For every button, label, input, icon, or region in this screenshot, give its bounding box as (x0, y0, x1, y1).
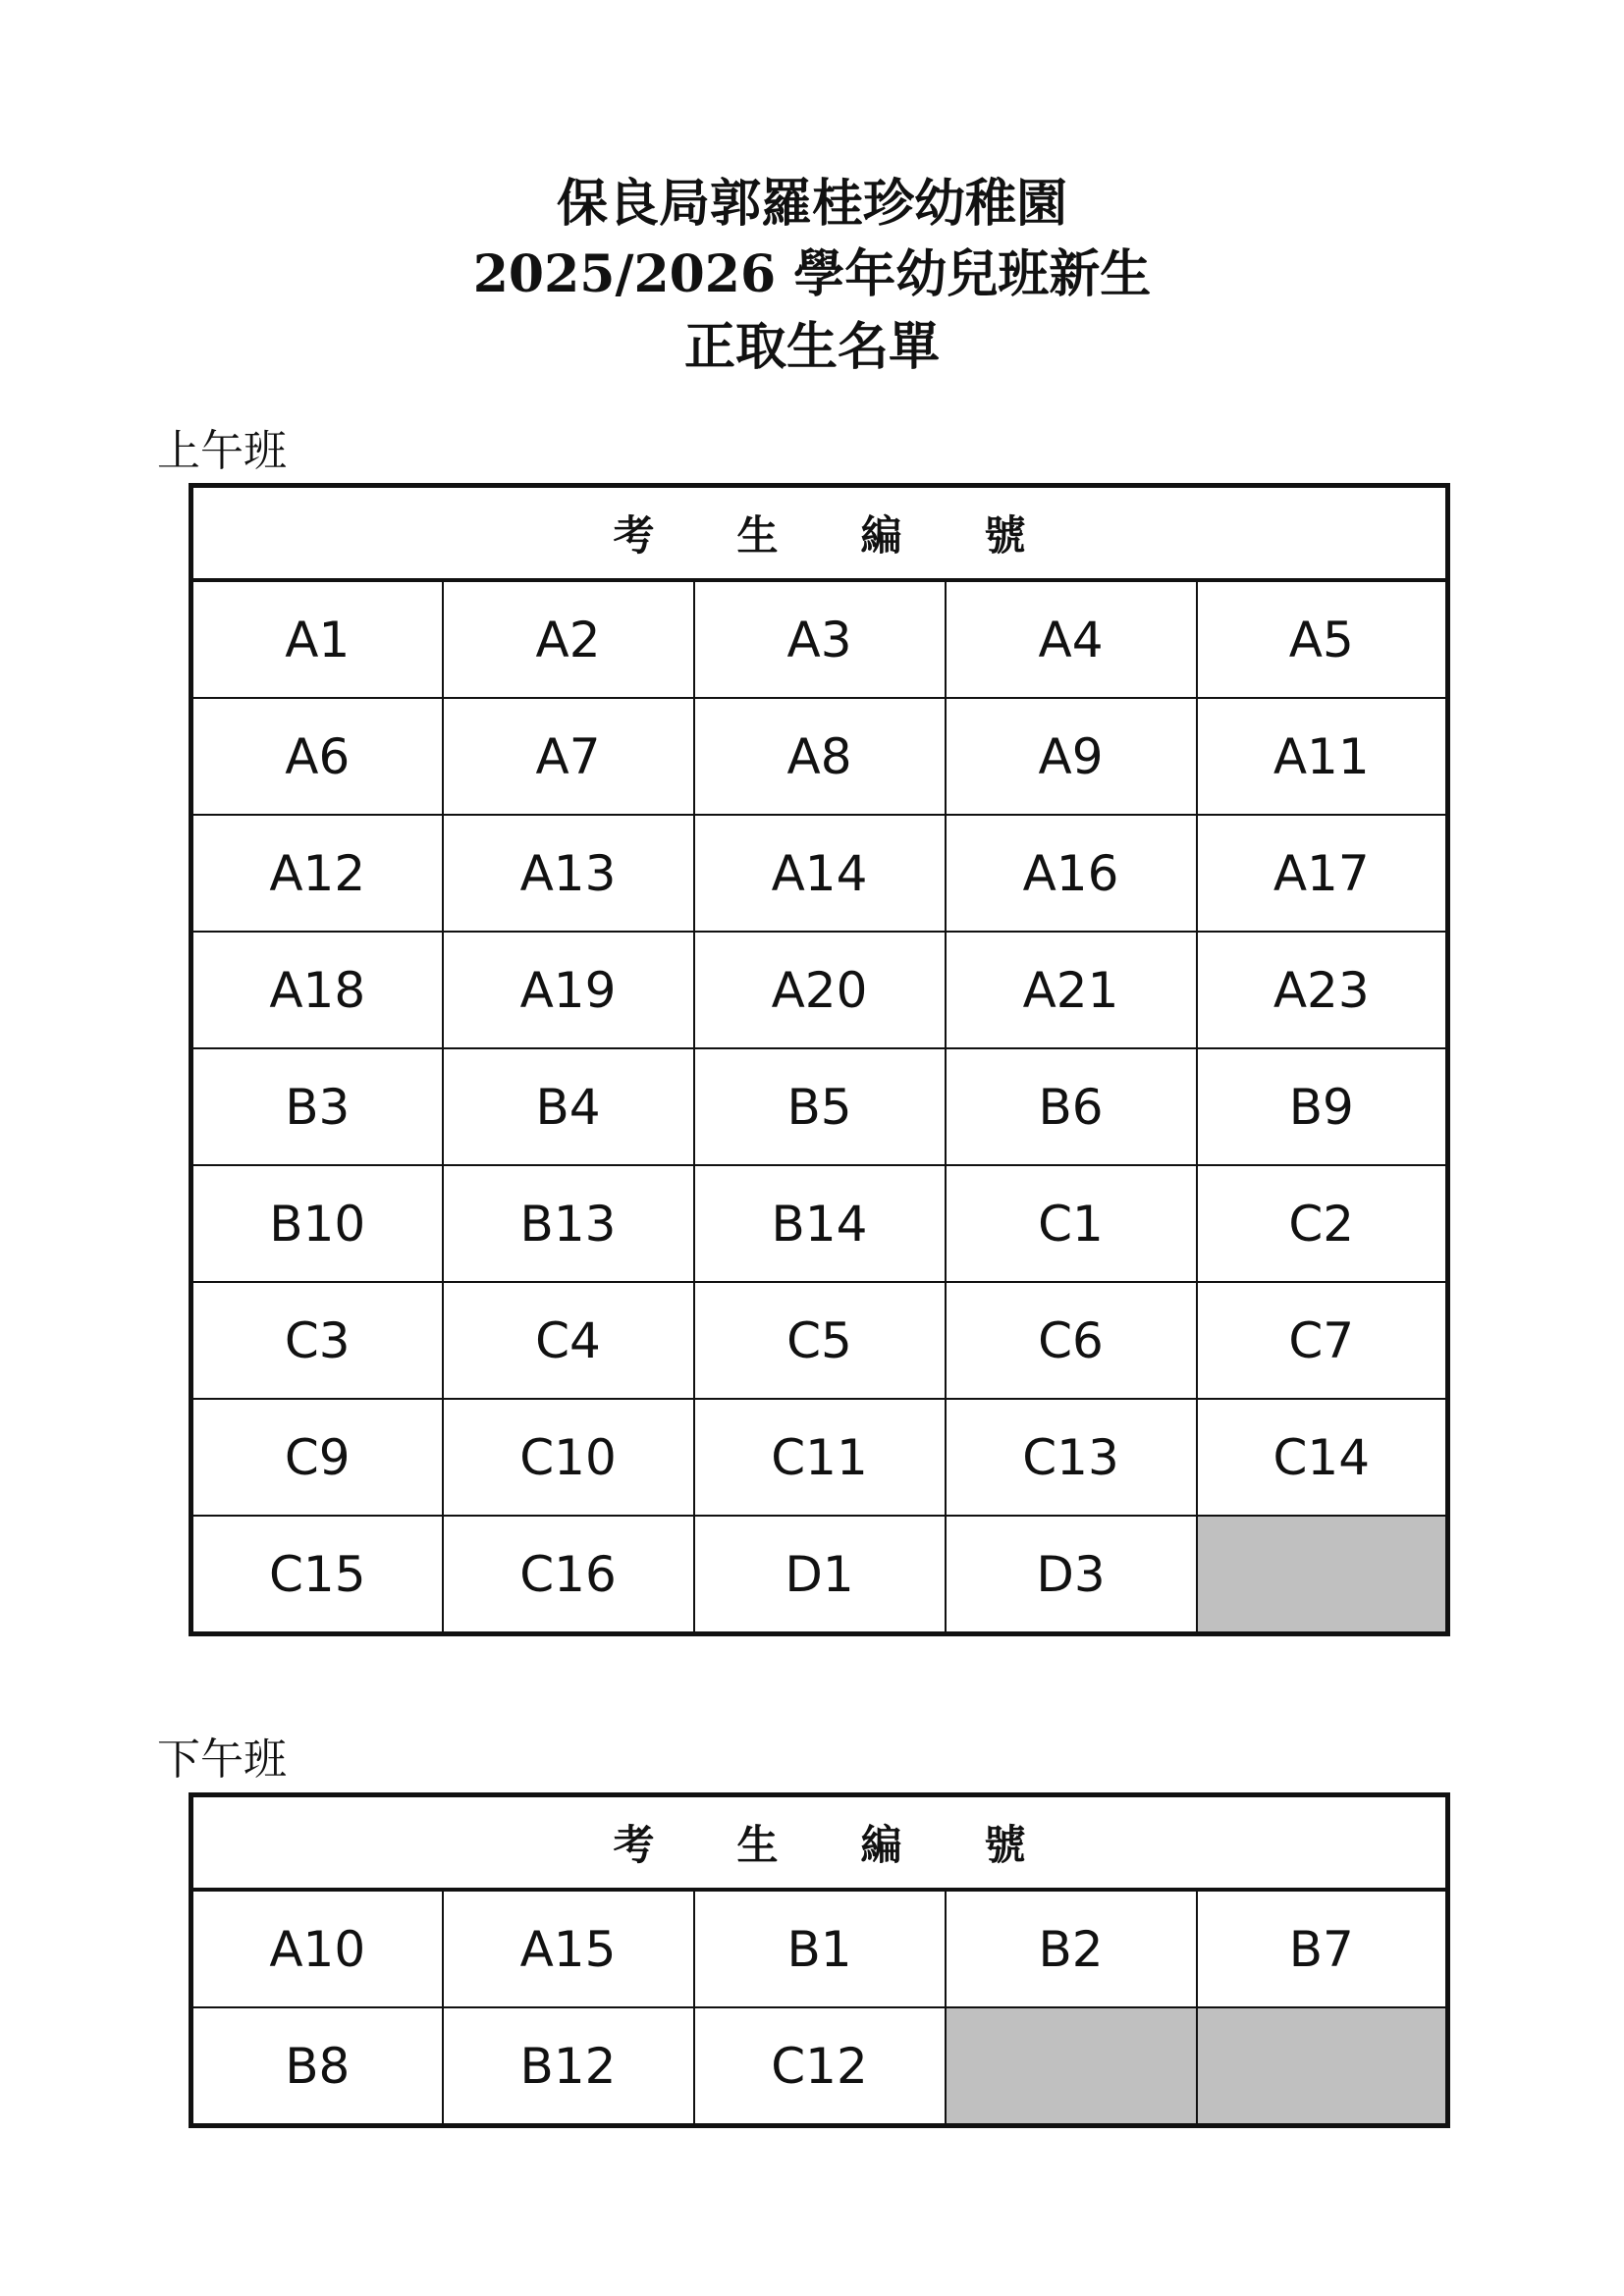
candidate-id-cell: C9 (191, 1399, 443, 1516)
candidate-id-cell: A18 (191, 932, 443, 1048)
table-row (191, 1282, 1448, 1399)
candidate-id-cell: A5 (1197, 580, 1448, 698)
table-row (191, 1399, 1448, 1516)
candidate-id-cell: A20 (694, 932, 946, 1048)
candidate-id-cell: A2 (443, 580, 694, 698)
candidate-id-cell: C13 (946, 1399, 1197, 1516)
empty-cell (1197, 1516, 1448, 1634)
candidate-id-cell: A23 (1197, 932, 1448, 1048)
candidate-id-cell: A14 (694, 815, 946, 932)
column-header: 考生編號 (191, 486, 1448, 581)
candidate-id-cell: B4 (443, 1048, 694, 1165)
candidate-id-cell: B9 (1197, 1048, 1448, 1165)
table-row (191, 1890, 1448, 2007)
morning-class-label: 上午班 (157, 426, 287, 476)
candidate-id-cell: A13 (443, 815, 694, 932)
table-header-row (191, 486, 1448, 581)
candidate-id-cell: A12 (191, 815, 443, 932)
candidate-id-cell: A4 (946, 580, 1197, 698)
candidate-id-cell: A21 (946, 932, 1197, 1048)
candidate-id-cell: D1 (694, 1516, 946, 1634)
empty-cell (946, 2007, 1197, 2126)
candidate-id-cell: C12 (694, 2007, 946, 2126)
candidate-id-cell: B7 (1197, 1890, 1448, 2007)
school-name: 保良局郭羅桂珍幼稚園 (556, 174, 1067, 234)
candidate-id-cell: A16 (946, 815, 1197, 932)
table-row (191, 815, 1448, 932)
candidate-id-cell: C2 (1197, 1165, 1448, 1282)
candidate-id-cell: C16 (443, 1516, 694, 1634)
candidate-id-cell: B14 (694, 1165, 946, 1282)
candidate-id-cell: A10 (191, 1890, 443, 2007)
afternoon-class-label: 下午班 (157, 1735, 287, 1785)
table-row (191, 2007, 1448, 2126)
candidate-id-cell: C6 (946, 1282, 1197, 1399)
candidate-id-cell: B12 (443, 2007, 694, 2126)
candidate-id-cell: B2 (946, 1890, 1197, 2007)
candidate-id-cell: B10 (191, 1165, 443, 1282)
morning-table-body (191, 580, 1448, 1634)
candidate-id-cell: A8 (694, 698, 946, 815)
candidate-id-cell: B3 (191, 1048, 443, 1165)
table-row (191, 932, 1448, 1048)
candidate-id-cell: A19 (443, 932, 694, 1048)
candidate-id-cell: C11 (694, 1399, 946, 1516)
candidate-id-cell: A17 (1197, 815, 1448, 932)
document-title: 正取生名單 (683, 317, 940, 377)
candidate-id-cell: B6 (946, 1048, 1197, 1165)
candidate-id-cell: A1 (191, 580, 443, 698)
afternoon-table-body (191, 1890, 1448, 2126)
candidate-id-cell: C14 (1197, 1399, 1448, 1516)
candidate-id-cell: C7 (1197, 1282, 1448, 1399)
candidate-id-cell: B5 (694, 1048, 946, 1165)
candidate-id-cell: B8 (191, 2007, 443, 2126)
candidate-id-cell: A11 (1197, 698, 1448, 815)
candidate-id-cell: C1 (946, 1165, 1197, 1282)
candidate-id-cell: C10 (443, 1399, 694, 1516)
table-row (191, 1048, 1448, 1165)
morning-class-table (189, 483, 1450, 1636)
table-header-row (191, 1795, 1448, 1891)
candidate-id-cell: A3 (694, 580, 946, 698)
candidate-id-cell: B1 (694, 1890, 946, 2007)
document-subtitle: 2025/2026 學年幼兒班新生 (472, 244, 1152, 304)
candidate-id-cell: C4 (443, 1282, 694, 1399)
table-row (191, 698, 1448, 815)
table-row (191, 580, 1448, 698)
candidate-id-cell: A15 (443, 1890, 694, 2007)
candidate-id-cell: C15 (191, 1516, 443, 1634)
candidate-id-cell: A7 (443, 698, 694, 815)
empty-cell (1197, 2007, 1448, 2126)
candidate-id-cell: D3 (946, 1516, 1197, 1634)
candidate-id-cell: C5 (694, 1282, 946, 1399)
table-row (191, 1165, 1448, 1282)
afternoon-class-table (189, 1792, 1450, 2128)
column-header: 考生編號 (191, 1795, 1448, 1891)
candidate-id-cell: C3 (191, 1282, 443, 1399)
candidate-id-cell: B13 (443, 1165, 694, 1282)
candidate-id-cell: A9 (946, 698, 1197, 815)
candidate-id-cell: A6 (191, 698, 443, 815)
table-row (191, 1516, 1448, 1634)
